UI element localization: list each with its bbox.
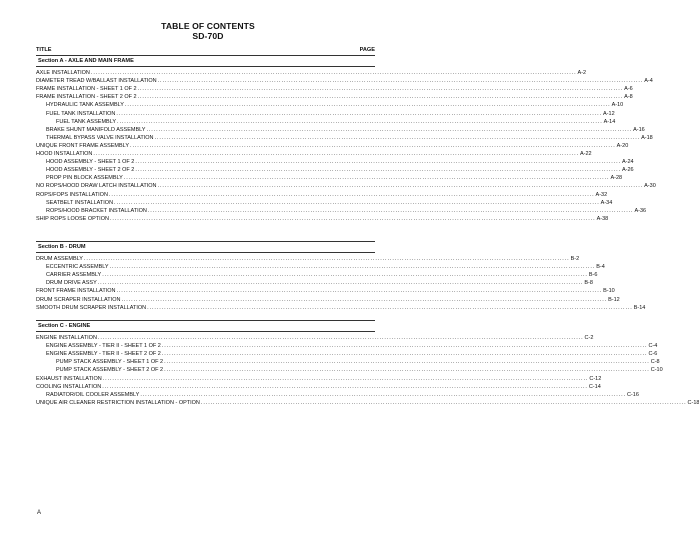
- column-header: [36, 47, 375, 53]
- toc-entry[interactable]: [36, 150, 592, 158]
- toc-entry-page: B-12: [608, 296, 620, 303]
- dot-leader: ........................................................................................................................................................................................................: [147, 207, 634, 214]
- toc-entry-page: A-16: [633, 126, 645, 133]
- dot-leader: ........................................................................................................................................................................................................: [164, 367, 650, 374]
- dot-leader: ........................................................................................................................................................................................................: [130, 142, 616, 149]
- dot-leader: ........................................................................................................................................................................................................: [114, 199, 600, 206]
- toc-entry-title: COOLING INSTALLATION: [36, 383, 102, 390]
- toc-entry[interactable]: [36, 166, 634, 174]
- toc-entry-title: CARRIER ASSEMBLY: [46, 272, 102, 279]
- dot-leader: ........................................................................................................................................................................................................: [140, 391, 626, 398]
- column-page-label: PAGE: [359, 47, 375, 53]
- toc-entry-title: DIAMETER TREAD W/BALLAST INSTALLATION: [36, 78, 157, 85]
- toc-entry-page: A-36: [634, 207, 647, 214]
- toc-entry-page: A-30: [644, 183, 656, 190]
- toc-entry-title: ROPS/HOOD BRACKET INSTALLATION: [46, 207, 147, 214]
- toc-entry-title: PUMP STACK ASSEMBLY - SHEET 1 OF 2: [56, 359, 164, 366]
- toc-entry-page: A-10: [611, 102, 624, 109]
- dot-leader: ........................................................................................................................................................................................................: [102, 272, 588, 279]
- toc-entry-page: C-6: [648, 351, 658, 358]
- toc-entry[interactable]: [36, 383, 601, 391]
- toc-entry[interactable]: [36, 304, 646, 312]
- toc-entry-page: A-6: [624, 86, 633, 93]
- dot-leader: ........................................................................................................................................................................................................: [137, 94, 624, 101]
- toc-entry[interactable]: [36, 366, 663, 374]
- toc-entry-page: B-14: [633, 304, 646, 311]
- dot-leader: ........................................................................................................................................................................................................: [135, 167, 621, 174]
- toc-entry-title: FRAME INSTALLATION - SHEET 2 OF 2: [36, 94, 137, 101]
- toc-entry[interactable]: [36, 85, 633, 93]
- toc-entry-title: PUMP STACK ASSEMBLY - SHEET 2 OF 2: [56, 367, 164, 374]
- toc-entry[interactable]: [36, 142, 629, 150]
- dot-leader: ........................................................................................................................................................................................................: [123, 175, 610, 182]
- toc-entry-page: A-22: [579, 151, 592, 157]
- toc-entry-page: A-2: [577, 70, 587, 76]
- section-heading: Section C - ENGINE: [38, 323, 91, 329]
- toc-entry[interactable]: [36, 134, 653, 142]
- toc-entry-title: ROPS/FOPS INSTALLATION: [36, 191, 108, 198]
- dot-leader: ........................................................................................................................................................................................................: [147, 304, 633, 311]
- toc-entry-title: ENGINE ASSEMBLY - TIER II - SHEET 2 OF 2: [46, 351, 161, 358]
- toc-entry-title: FRAME INSTALLATION - SHEET 1 OF 2: [36, 86, 137, 93]
- toc-entry-title: HOOD ASSEMBLY - SHEET 2 OF 2: [46, 167, 135, 174]
- toc-entry-title: DRUM DRIVE ASSY: [46, 280, 97, 287]
- toc-entry-page: C-14: [588, 383, 601, 390]
- toc-entry-title: ECCENTRIC ASSEMBLY: [46, 264, 109, 271]
- section-divider: [36, 252, 375, 253]
- toc-entry-title: UNIQUE FRONT FRAME ASSEMBLY: [36, 142, 130, 149]
- section-heading: Section A - AXLE AND MAIN FRAME: [38, 58, 134, 64]
- toc-entry-page: C-10: [650, 367, 663, 374]
- toc-entry-page: C-8: [650, 359, 660, 366]
- toc-entry-title: AXLE INSTALLATION: [36, 70, 90, 76]
- toc-entry-title: PROP PIN BLOCK ASSEMBLY: [46, 175, 123, 182]
- toc-entry-title: SMOOTH DRUM SCRAPER INSTALLATION: [36, 304, 147, 311]
- toc-entry[interactable]: [36, 358, 660, 366]
- toc-entry-title: DRUM ASSEMBLY: [36, 256, 83, 262]
- toc-entry-title: EXHAUST INSTALLATION: [36, 375, 102, 382]
- toc-entry[interactable]: [36, 342, 658, 350]
- toc-entry[interactable]: [36, 255, 580, 263]
- dot-leader: ........................................................................................................................................................................................................: [200, 399, 687, 406]
- toc-entry-title: RADIATOR/OIL COOLER ASSEMBLY: [46, 391, 140, 398]
- dot-leader: ........................................................................................................................................................................................................: [109, 215, 596, 222]
- toc-entry[interactable]: [36, 399, 699, 407]
- dot-leader: ........................................................................................................................................................................................................: [157, 183, 644, 190]
- footer-page-label: A: [37, 510, 42, 516]
- dot-leader: ........................................................................................................................................................................................................: [157, 78, 644, 85]
- toc-entry-page: A-28: [610, 175, 623, 182]
- toc-entry-page: B-8: [584, 280, 593, 287]
- toc-entry[interactable]: [36, 287, 615, 295]
- toc-entry[interactable]: [36, 110, 615, 118]
- toc-entry[interactable]: [36, 93, 633, 101]
- page-subtitle: SD-70D: [192, 31, 224, 41]
- page-title: TABLE OF CONTENTS: [161, 21, 255, 31]
- dot-leader: ........................................................................................................................................................................................................: [124, 102, 611, 109]
- toc-entry[interactable]: [36, 271, 598, 279]
- toc-entry-page: A-14: [603, 118, 616, 125]
- toc-entry[interactable]: [36, 199, 613, 207]
- toc-entry-title: HYDRAULIC TANK ASSEMBLY: [46, 102, 124, 109]
- toc-entry[interactable]: [36, 118, 616, 126]
- toc-entry-page: C-2: [584, 335, 594, 341]
- dot-leader: ........................................................................................................................................................................................................: [161, 351, 648, 358]
- toc-entry[interactable]: [36, 334, 594, 342]
- dot-leader: ........................................................................................................................................................................................................: [137, 86, 624, 93]
- toc-entry-title: UNIQUE AIR CLEANER RESTRICTION INSTALLATION - OPTION: [36, 399, 200, 406]
- toc-entry-page: B-10: [603, 288, 615, 295]
- toc-entry-page: A-38: [596, 215, 609, 222]
- toc-entry-title: HOOD ASSEMBLY - SHEET 1 OF 2: [46, 159, 135, 166]
- toc-entry-title: SHIP ROPS LOOSE OPTION: [36, 215, 109, 222]
- toc-entry-page: A-34: [600, 199, 613, 206]
- toc-entry-title: SEATBELT INSTALLATION: [46, 199, 114, 206]
- toc-entry[interactable]: [36, 77, 653, 85]
- toc-entry-title: BRAKE SHUNT MANIFOLD ASSEMBLY: [46, 126, 146, 133]
- section-divider: [36, 331, 375, 332]
- toc-entry[interactable]: [36, 158, 634, 166]
- dot-leader: ........................................................................................................................................................................................................: [117, 118, 603, 125]
- dot-leader: ........................................................................................................................................................................................................: [154, 134, 641, 141]
- toc-entry[interactable]: [36, 296, 620, 304]
- section-divider: [36, 320, 375, 321]
- toc-entry[interactable]: [36, 391, 639, 399]
- toc-entry-page: A-4: [644, 78, 653, 85]
- toc-entry[interactable]: [36, 279, 593, 287]
- toc-entry-page: C-4: [648, 343, 658, 350]
- section-divider: [36, 55, 375, 56]
- dot-leader: ........................................................................................................................................................................................................: [121, 296, 608, 303]
- dot-leader: ........................................................................................................................................................................................................: [83, 256, 570, 262]
- toc-entry-title: FUEL TANK ASSEMBLY: [56, 118, 117, 125]
- dot-leader: ........................................................................................................................................................................................................: [116, 110, 603, 117]
- toc-entry-page: B-2: [570, 256, 580, 262]
- toc-entry-page: B-6: [588, 272, 598, 279]
- dot-leader: ........................................................................................................................................................................................................: [161, 343, 648, 350]
- toc-entry[interactable]: [36, 101, 624, 109]
- toc-entry-title: FRONT FRAME INSTALLATION: [36, 288, 116, 295]
- section-heading: Section B - DRUM: [38, 244, 86, 250]
- toc-entry[interactable]: [36, 191, 608, 199]
- dot-leader: ........................................................................................................................................................................................................: [146, 126, 633, 133]
- dot-leader: ........................................................................................................................................................................................................: [135, 159, 621, 166]
- column-title-label: TITLE: [36, 47, 52, 53]
- toc-entry-page: A-8: [624, 94, 633, 101]
- section-divider: [36, 241, 375, 242]
- toc-entry-page: A-12: [603, 110, 615, 117]
- toc-entry-title: THERMAL BYPASS VALVE INSTALLATION: [46, 134, 154, 141]
- toc-entry[interactable]: [36, 182, 656, 190]
- toc-entry[interactable]: [36, 126, 645, 134]
- toc-entry[interactable]: [36, 215, 609, 223]
- toc-entry-page: C-18: [687, 399, 699, 406]
- toc-entry-title: DRUM SCRAPER INSTALLATION: [36, 296, 121, 303]
- dot-leader: ........................................................................................................................................................................................................: [108, 191, 595, 198]
- toc-entry[interactable]: [36, 350, 658, 358]
- toc-entry-page: C-16: [626, 391, 639, 398]
- toc-entry[interactable]: [36, 375, 602, 383]
- toc-entry-page: A-20: [616, 142, 629, 149]
- dot-leader: ........................................................................................................................................................................................................: [164, 359, 650, 366]
- dot-leader: ........................................................................................................................................................................................................: [109, 264, 596, 271]
- toc-entry[interactable]: [36, 69, 587, 77]
- toc-entry-page: A-26: [621, 167, 634, 174]
- toc-entry-page: A-18: [641, 134, 653, 141]
- dot-leader: ........................................................................................................................................................................................................: [93, 151, 579, 157]
- dot-leader: ........................................................................................................................................................................................................: [102, 375, 589, 382]
- toc-entry[interactable]: [36, 207, 647, 215]
- dot-leader: ........................................................................................................................................................................................................: [97, 335, 584, 341]
- toc-entry-page: C-12: [589, 375, 602, 382]
- section-divider: [36, 66, 375, 67]
- toc-entry-page: A-24: [621, 159, 634, 166]
- dot-leader: ........................................................................................................................................................................................................: [90, 70, 577, 76]
- dot-leader: ........................................................................................................................................................................................................: [116, 288, 603, 295]
- dot-leader: ........................................................................................................................................................................................................: [97, 280, 584, 287]
- dot-leader: ........................................................................................................................................................................................................: [102, 383, 588, 390]
- toc-entry-title: ENGINE INSTALLATION: [36, 335, 97, 341]
- toc-entry-page: A-32: [595, 191, 608, 198]
- toc-entry-title: HOOD INSTALLATION: [36, 151, 93, 157]
- toc-entry-page: B-4: [596, 264, 605, 271]
- toc-entry-title: NO ROPS/HOOD DRAW LATCH INSTALLATION: [36, 183, 157, 190]
- toc-entry[interactable]: [36, 263, 605, 271]
- toc-entry-title: ENGINE ASSEMBLY - TIER II - SHEET 1 OF 2: [46, 343, 161, 350]
- toc-entry-title: FUEL TANK INSTALLATION: [46, 110, 116, 117]
- toc-entry[interactable]: [36, 174, 623, 182]
